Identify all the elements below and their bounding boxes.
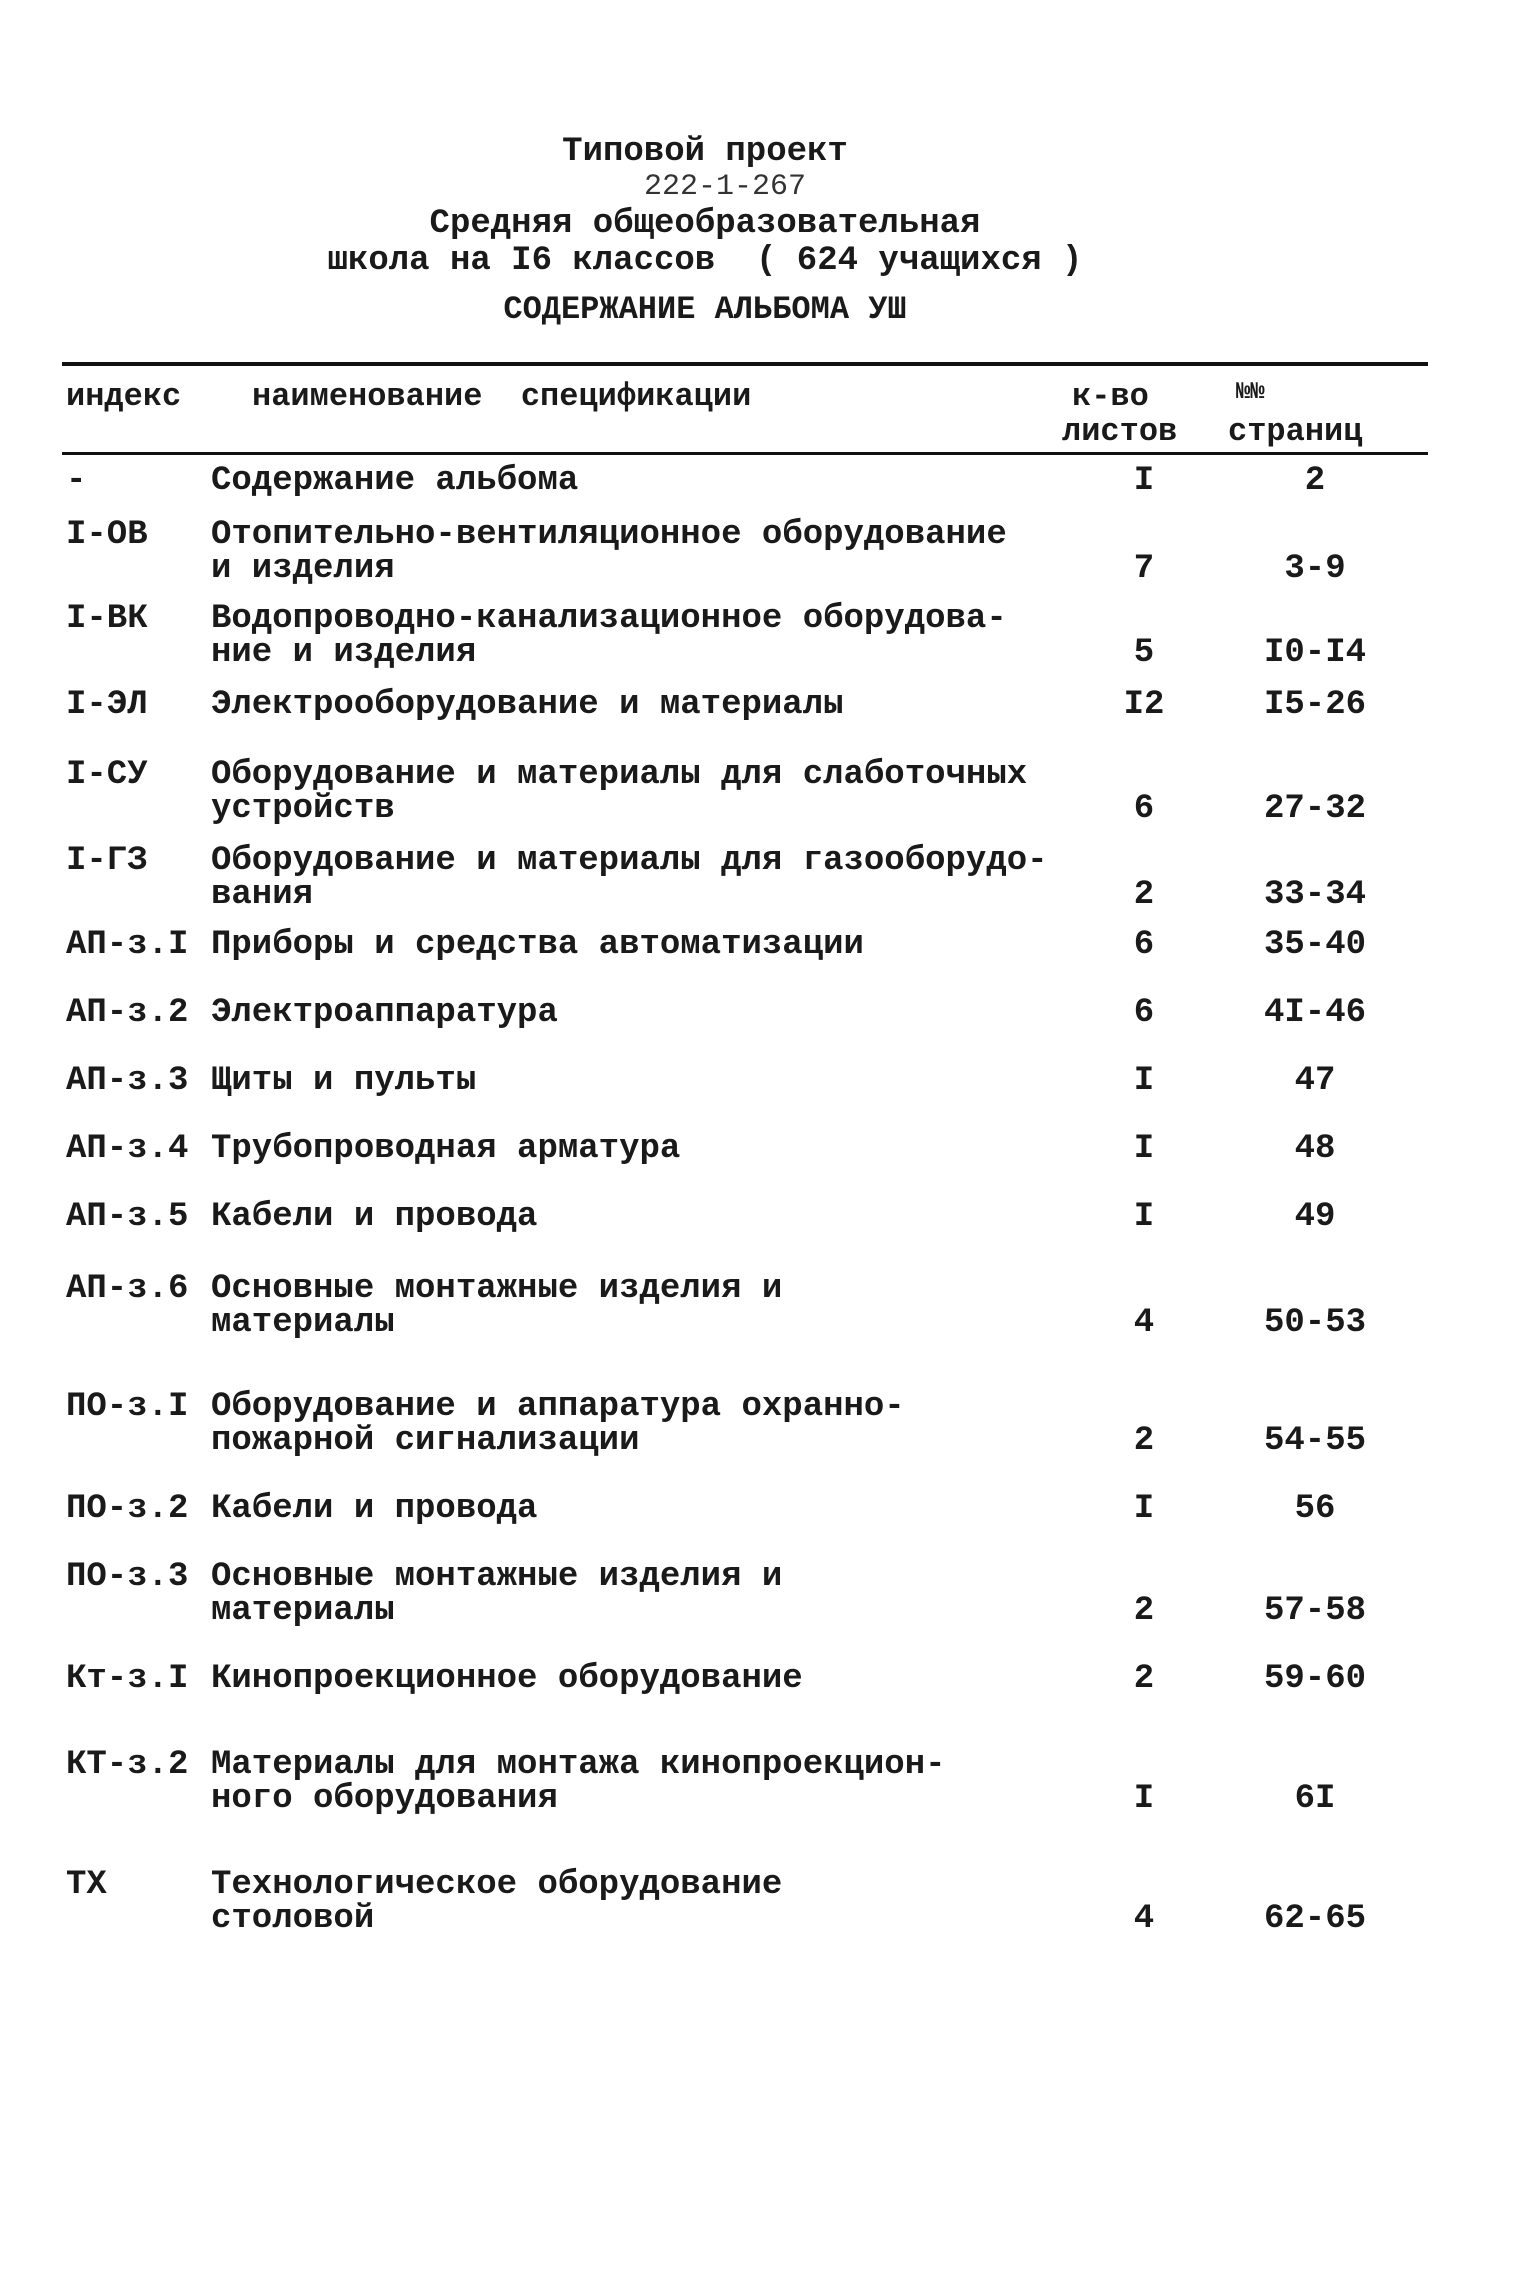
row-index: I-ОВ — [66, 516, 148, 554]
row-name-line: Оборудование и материалы для слаботочных — [211, 756, 1028, 794]
column-qty-line2: листов — [1062, 413, 1178, 450]
row-sheet-count: 2 — [1133, 1422, 1155, 1460]
row-pages: 4I-46 — [1263, 994, 1367, 1032]
column-index: индекс — [66, 378, 182, 415]
row-name-line: Содержание альбома — [211, 462, 579, 500]
row-pages: 50-53 — [1263, 1304, 1367, 1342]
row-sheet-count: I — [1133, 1490, 1155, 1528]
row-index: АП-з.3 — [66, 1062, 189, 1100]
row-name-line: Кабели и провода — [211, 1198, 538, 1236]
column-qty-line1: к-во — [1072, 378, 1149, 415]
column-name: наименование спецификации — [252, 378, 752, 415]
row-sheet-count: I — [1133, 462, 1155, 500]
row-name-line: вания — [211, 876, 314, 914]
row-name-line: Приборы и средства автоматизации — [211, 926, 864, 964]
header-rule — [62, 452, 1428, 455]
row-sheet-count: 4 — [1133, 1900, 1155, 1938]
row-index: Кт-з.I — [66, 1660, 189, 1698]
row-index: ПО-з.2 — [66, 1490, 189, 1528]
row-index: ТХ — [66, 1866, 107, 1904]
row-pages: I5-26 — [1263, 686, 1367, 724]
row-name-line: Трубопроводная арматура — [211, 1130, 681, 1168]
row-sheet-count: 4 — [1133, 1304, 1155, 1342]
row-pages: 6I — [1294, 1780, 1336, 1818]
top-rule — [62, 362, 1428, 366]
row-sheet-count: I — [1133, 1062, 1155, 1100]
row-index: ПО-з.I — [66, 1388, 189, 1426]
header-line-2: Средняя общеобразовательная — [429, 205, 981, 243]
row-name-line: устройств — [211, 790, 395, 828]
row-name-line: Основные монтажные изделия и — [211, 1558, 783, 1596]
row-name-line: ние и изделия — [211, 634, 477, 672]
row-index: АП-з.6 — [66, 1270, 189, 1308]
row-pages: 27-32 — [1263, 790, 1367, 828]
row-name-line: Электрооборудование и материалы — [211, 686, 844, 724]
row-index: I-ВК — [66, 600, 148, 638]
row-name-line: Кинопроекционное оборудование — [211, 1660, 803, 1698]
row-sheet-count: 7 — [1133, 550, 1155, 588]
row-index: ПО-з.3 — [66, 1558, 189, 1596]
row-index: - — [66, 462, 87, 500]
row-pages: 54-55 — [1263, 1422, 1367, 1460]
row-name-line: Кабели и провода — [211, 1490, 538, 1528]
row-sheet-count: 6 — [1133, 926, 1155, 964]
row-sheet-count: 2 — [1133, 876, 1155, 914]
row-pages: I0-I4 — [1263, 634, 1367, 672]
row-sheet-count: 2 — [1133, 1660, 1155, 1698]
row-sheet-count: I — [1133, 1780, 1155, 1818]
row-name-line: пожарной сигнализации — [211, 1422, 640, 1460]
row-index: АП-з.I — [66, 926, 189, 964]
row-pages: 48 — [1294, 1130, 1336, 1168]
row-index: I-ГЗ — [66, 842, 148, 880]
row-name-line: ного оборудования — [211, 1780, 558, 1818]
row-index: I-ЭЛ — [66, 686, 148, 724]
row-pages: 2 — [1304, 462, 1326, 500]
row-name-line: столовой — [211, 1900, 375, 1938]
header-line-1: Типовой проект — [562, 133, 848, 171]
row-index: АП-з.4 — [66, 1130, 189, 1168]
row-pages: 35-40 — [1263, 926, 1367, 964]
row-sheet-count: I — [1133, 1130, 1155, 1168]
document-title: СОДЕРЖАНИЕ АЛЬБОМА УШ — [503, 291, 907, 328]
row-sheet-count: 5 — [1133, 634, 1155, 672]
row-name-line: Оборудование и материалы для газооборудо- — [211, 842, 1048, 880]
row-pages: 56 — [1294, 1490, 1336, 1528]
header-line-3: школа на I6 классов ( 624 учащихся ) — [327, 242, 1083, 280]
row-index: I-СУ — [66, 756, 148, 794]
row-pages: 49 — [1294, 1198, 1336, 1236]
row-name-line: Технологическое оборудование — [211, 1866, 783, 1904]
row-name-line: Щиты и пульты — [211, 1062, 477, 1100]
row-name-line: Отопительно-вентиляционное оборудование — [211, 516, 1007, 554]
row-pages: 59-60 — [1263, 1660, 1367, 1698]
column-pages-line1: №№ — [1236, 379, 1265, 406]
row-name-line: материалы — [211, 1304, 395, 1342]
column-pages-line2: страниц — [1228, 413, 1363, 450]
row-pages: 33-34 — [1263, 876, 1367, 914]
row-pages: 47 — [1294, 1062, 1336, 1100]
row-name-line: Водопроводно-канализационное оборудова- — [211, 600, 1007, 638]
row-index: АП-з.2 — [66, 994, 189, 1032]
row-index: АП-з.5 — [66, 1198, 189, 1236]
row-name-line: Основные монтажные изделия и — [211, 1270, 783, 1308]
row-index: КТ-з.2 — [66, 1746, 189, 1784]
row-sheet-count: 2 — [1133, 1592, 1155, 1630]
row-name-line: и изделия — [211, 550, 395, 588]
row-name-line: Оборудование и аппаратура охранно- — [211, 1388, 905, 1426]
row-sheet-count: I2 — [1123, 686, 1165, 724]
row-name-line: Материалы для монтажа кинопроекцион- — [211, 1746, 946, 1784]
row-pages: 3-9 — [1284, 550, 1346, 588]
row-pages: 62-65 — [1263, 1900, 1367, 1938]
row-sheet-count: I — [1133, 1198, 1155, 1236]
row-pages: 57-58 — [1263, 1592, 1367, 1630]
project-number: 222-1-267 — [643, 170, 807, 204]
row-sheet-count: 6 — [1133, 790, 1155, 828]
row-name-line: материалы — [211, 1592, 395, 1630]
row-name-line: Электроаппаратура — [211, 994, 558, 1032]
row-sheet-count: 6 — [1133, 994, 1155, 1032]
